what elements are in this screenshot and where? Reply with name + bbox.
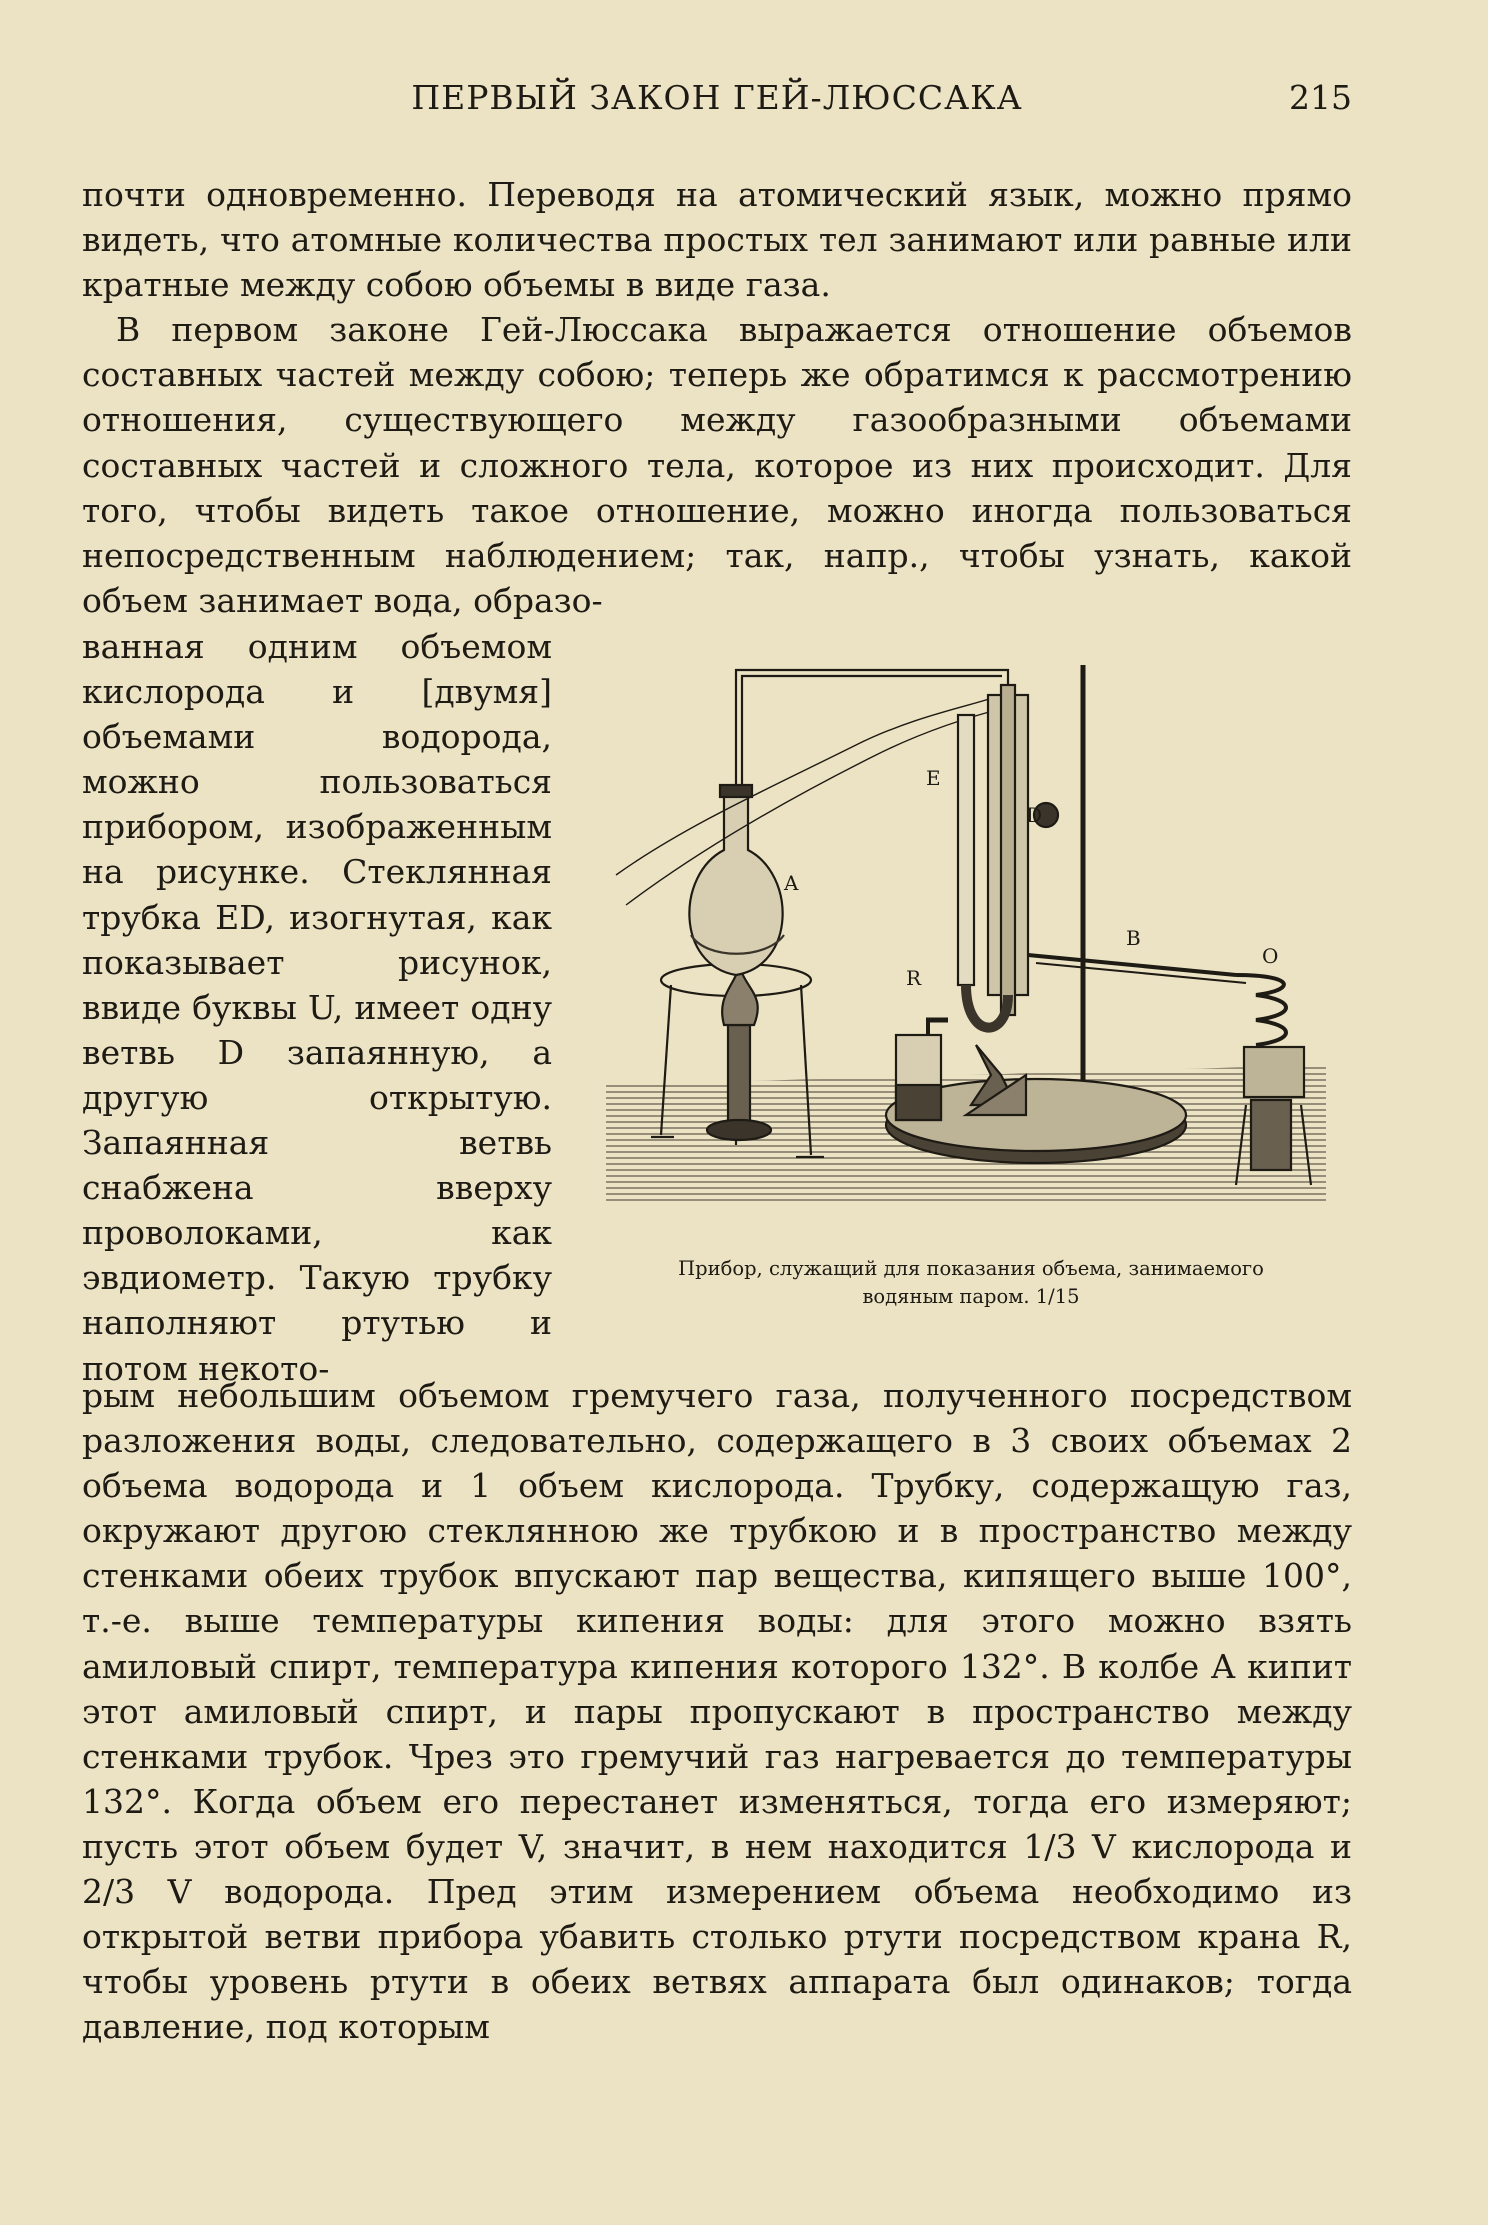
apparatus-illustration — [596, 645, 1346, 1225]
top-text-block — [82, 172, 1352, 623]
page-number: 215 — [1289, 78, 1352, 117]
label-o: O — [1262, 944, 1279, 968]
label-e: E — [926, 766, 941, 790]
label-r: R — [906, 966, 922, 990]
caption-line-1: Прибор, служащий для показания объема, занимаемого — [678, 1257, 1264, 1280]
paragraph-2: В первом законе Гей-Люссака выражается отношение объемов составных частей между собою; теперь же обратимся к рассмотрению отношения, существующего между газообразными объемами составных частей и сложного тела, которое из них происходит. Для того, чтобы видеть такое отношение, можно иногда пользоваться непосредственным наблюдением; так, напр., чтобы узнать, какой объем занимает вода, образо- — [82, 310, 1352, 620]
running-header — [82, 78, 1352, 134]
tube-d-jacket — [988, 685, 1058, 1015]
wrapped-text-block: ванная одним объемом кислорода и [двумя] объемами водорода, можно пользоваться прибором, изображенным на рисунке. Стеклянная трубка ED, изогнутая, как показывает рисунок, ввиде буквы U, имеет одну ветвь D запаянную, а другую открытую. Запаянная ветвь снабжена вверху проволоками, как эвдиометр. Такую трубку наполняют ртутью и потом некото- — [82, 627, 552, 1388]
label-a: A — [784, 871, 799, 895]
figure-caption — [586, 1255, 1356, 1311]
label-d: D — [1026, 803, 1043, 827]
caption-line-2: водяным паром. 1/15 — [862, 1285, 1080, 1308]
eudiometer-wires — [616, 695, 1008, 905]
flask-a — [689, 785, 784, 975]
beaker — [896, 1035, 941, 1120]
label-b: B — [1126, 926, 1141, 950]
paragraph-1: почти одновременно. Переводя на атомический язык, можно прямо видеть, что атомные количества простых тел занимают или равные или кратные между собою объемы в виде газа. — [82, 175, 1352, 305]
tube-b — [1028, 955, 1246, 983]
tube-e — [958, 715, 974, 985]
running-title: ПЕРВЫЙ ЗАКОН ГЕЙ-ЛЮССАКА — [411, 78, 1023, 117]
tail-text-block: рым небольшим объемом гремучего газа, полученного посредством разложения воды, следовательно, содержащего в 3 своих объемах 2 объема водорода и 1 объем кислорода. Трубку, содержащую газ, окружают другою стеклянною же трубкою и в пространство между стенками обеих трубок впускают пар вещества, кипящего выше 100°, т.-е. выше температуры кипения воды: для этого можно взять амиловый спирт, температура кипения которого 132°. В колбе A кипит этот амиловый спирт, и пары пропускают в пространство между стенками трубок. Чрез это гремучий газ нагревается до температуры 132°. Когда объем его перестанет изменяться, тогда его измеряют; пусть этот объем будет V, значит, в нем находится 1/3 V кислорода и 2/3 V водорода. Пред этим измерением объема необходимо из открытой ветви прибора убавить столько ртути посредством крана R, чтобы уровень ртути в обеих ветвях аппарата был одинаков; тогда давление, под которым — [82, 1376, 1352, 2047]
